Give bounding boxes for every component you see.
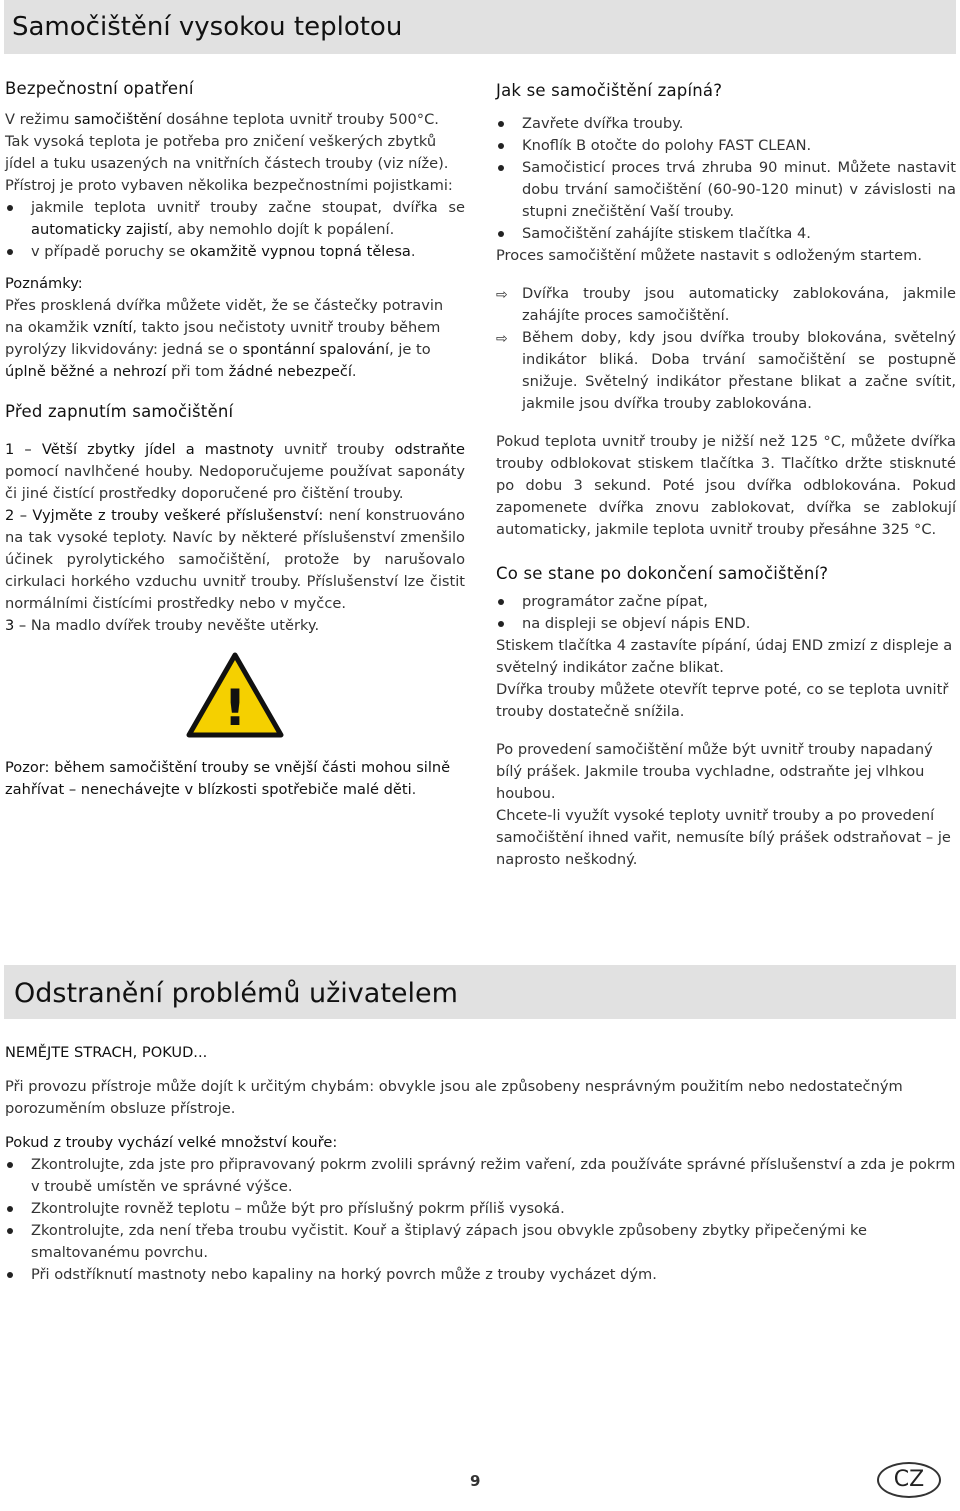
- text-run: jakmile teplota uvnitř trouby začne stoupat, dvířka se: [31, 199, 465, 216]
- list-item: na displeji se objeví nápis END.: [496, 613, 956, 635]
- done-paragraph-3: Po provedení samočištění může být uvnitř trouby napadaný bílý prášek. Jakmile trouba vychladne, odstraňte jej vlhkou houbou.: [496, 741, 933, 802]
- text-run: .: [351, 363, 357, 380]
- section-title: Samočištění vysokou teplotou: [12, 12, 403, 42]
- list-item: [5, 241, 465, 263]
- keyword: vznítí: [92, 319, 133, 336]
- warning-glyph: !: [223, 679, 247, 737]
- keyword: automaticky zajistí: [31, 221, 169, 238]
- text-run: v případě poruchy se: [31, 243, 190, 260]
- section-banner-troubleshooting: [4, 965, 956, 1019]
- arrow-right-icon: ⇨: [496, 287, 508, 303]
- list-item: Zkontrolujte, zda není třeba troubu vyčistit. Kouř a štiplavý zápach jsou obvykle způsobeny zbytky připečenými ke smaltovanému povrchu.: [5, 1220, 957, 1264]
- list-item: Zavřete dvířka trouby.: [496, 113, 956, 135]
- list-item: [5, 197, 465, 241]
- keyword: spontánní spalování: [242, 341, 390, 358]
- list-item: Při odstříknutí mastnoty nebo kapaliny na horký povrch může z trouby vycházet dým.: [5, 1264, 957, 1286]
- list-item: Zkontrolujte, zda jste pro připravovaný pokrm zvolili správný režim vaření, zda používáte správné příslušenství a zda je pokrm v troubě umístěn ve správné výšce.: [5, 1154, 957, 1198]
- intro-paragraph: Při provozu přístroje může dojít k určitým chybám: obvykle jsou ale způsobeny nesprávným použitím nebo nedostatečným porozuměním obsluze přístroje.: [5, 1078, 903, 1117]
- keyword: žádné nebezpečí: [228, 363, 352, 380]
- howto-delayed-start: Proces samočištění můžete nastavit s odloženým startem.: [496, 247, 922, 264]
- text-run: a: [94, 363, 113, 380]
- notes-heading: Poznámky:: [5, 275, 83, 292]
- warning-triangle-icon: [185, 651, 285, 739]
- language-badge: CZ: [877, 1462, 941, 1498]
- step-2: [5, 505, 465, 615]
- text-run: .: [410, 243, 416, 260]
- intro-heading: NEMĚJTE STRACH, POKUD...: [5, 1044, 208, 1061]
- keyword: nehrozí: [112, 363, 167, 380]
- list-item: Samočištění zahájíte stiskem tlačítka 4.: [496, 223, 956, 245]
- keyword: odstraňte: [394, 441, 466, 458]
- text-run: , je to: [389, 341, 431, 358]
- step-1: [5, 439, 465, 505]
- notes-paragraph: [5, 295, 465, 383]
- smoke-heading: Pokud z trouby vychází velké množství kouře:: [5, 1134, 338, 1151]
- before-heading: Před zapnutím samočištění: [5, 402, 234, 421]
- list-item: Knoflík B otočte do polohy FAST CLEAN.: [496, 135, 956, 157]
- section-banner-self-cleaning: [4, 0, 956, 54]
- text-run: Během doby, kdy jsou dvířka trouby blokována, světelný indikátor bliká. Doba trvání samočištění se postupně snižuje. Světelný indikátor přestane blikat a začne svítit, jakmile jsou dvířka trouby zablokována.: [522, 329, 956, 412]
- section-title: Odstranění problémů uživatelem: [14, 978, 458, 1009]
- left-column: [5, 78, 465, 801]
- done-paragraph-4: Chcete-li využít vysoké teploty uvnitř trouby a po provedení samočištění ihned vařit, nemusíte bílý prášek odstraňovat – je naprosto neškodný.: [496, 807, 951, 868]
- done-list: [496, 591, 956, 635]
- keyword: samočištění: [74, 111, 162, 128]
- text-run: V režimu: [5, 111, 75, 128]
- text-run: Přes prosklená dvířka můžete vidět, že se částečky potravin na okamžik: [5, 297, 444, 336]
- unlock-paragraph: Pokud teplota uvnitř trouby je nižší než 125 °C, můžete dvířka trouby odblokovat stiskem tlačítka 3. Tlačítko držte stisknuté po dobu 3 sekund. Poté jsou dvířka odblokována. Pokud zapomenete dvířka znovu zablokovat, dvířka se zablokují automaticky, jakmile teplota uvnitř trouby přesáhne 325 °C.: [496, 433, 956, 538]
- text-run: , aby nemohlo dojít k popálení.: [168, 221, 395, 238]
- list-item: programátor začne pípat,: [496, 591, 956, 613]
- keyword: Pozor: během samočištění trouby se vnější části mohou silně zahřívat – nenechávejte v blízkosti spotřebiče malé děti: [5, 759, 451, 798]
- text-run: dosáhne teplota uvnitř trouby 500°C. Tak vysoká teplota je potřeba pro zničení veškerých zbytků jídel a tuku usazených na vnitřních částech trouby (viz níže). Přístroj je proto vybaven několika bezpečnostními pojistkami:: [5, 111, 453, 194]
- troubleshooting-content: [5, 1042, 957, 1286]
- safety-paragraph: [5, 109, 465, 197]
- warning-text: [5, 757, 465, 801]
- keyword: 3 –: [5, 617, 27, 634]
- list-item: Zkontrolujte rovněž teplotu – může být pro příslušný pokrm příliš vysoká.: [5, 1198, 957, 1220]
- text-run: , takto jsou nečistoty uvnitř trouby během pyrolýzy likvidovány: jedná se o: [5, 319, 441, 358]
- text-run: není konstruováno na tak vysoké teploty. Navíc by některé příslušenství zmenšilo účinek pyrolytického samočištění, protože by narušovalo cirkulaci horkého vzduchu uvnitř trouby. Příslušenství lze čistit normálními čistícími prostředky nebo v myčce.: [5, 507, 465, 612]
- text-run: .: [411, 781, 417, 798]
- text-run: při tom: [166, 363, 229, 380]
- step-3: [5, 615, 465, 637]
- text-run: uvnitř trouby: [273, 441, 395, 458]
- list-item: [496, 327, 956, 415]
- keyword: 2 – Vyjměte z trouby veškeré příslušenství:: [5, 507, 324, 524]
- text-run: Na madlo dvířek trouby nevěšte utěrky.: [26, 617, 320, 634]
- safety-heading: Bezpečnostní opatření: [5, 79, 194, 98]
- keyword: okamžitě vypnou topná tělesa: [189, 243, 411, 260]
- keyword: úplně běžné: [5, 363, 95, 380]
- list-item: Samočisticí proces trvá zhruba 90 minut. Můžete nastavit dobu trvání samočištění (60-90-120 minut) v závislosti na stupni znečištění Vaší trouby.: [496, 157, 956, 223]
- page-number: 9: [470, 1472, 481, 1490]
- arrow-right-icon: ⇨: [496, 331, 508, 347]
- done-heading: Co se stane po dokončení samočištění?: [496, 564, 829, 583]
- list-item: [496, 283, 956, 327]
- right-column: [496, 78, 956, 871]
- howto-arrow-list: [496, 283, 956, 415]
- keyword: 1 – Větší zbytky jídel a mastnoty: [5, 441, 274, 458]
- done-paragraph-1: Stiskem tlačítka 4 zastavíte pípání, údaj END zmizí z displeje a světelný indikátor začne blikat.: [496, 637, 953, 676]
- howto-list: [496, 113, 956, 245]
- text-run: Dvířka trouby jsou automaticky zablokována, jakmile zahájíte proces samočištění.: [522, 285, 956, 324]
- done-paragraph-2: Dvířka trouby můžete otevřít teprve poté, co se teplota uvnitř trouby dostatečně snížila.: [496, 681, 949, 720]
- smoke-list: [5, 1154, 957, 1286]
- text-run: pomocí navlhčené houby. Nedoporučujeme používat saponáty či jiné čistící prostředky doporučené pro čištění trouby.: [5, 463, 465, 502]
- howto-heading: Jak se samočištění zapíná?: [496, 81, 723, 100]
- safety-list: [5, 197, 465, 263]
